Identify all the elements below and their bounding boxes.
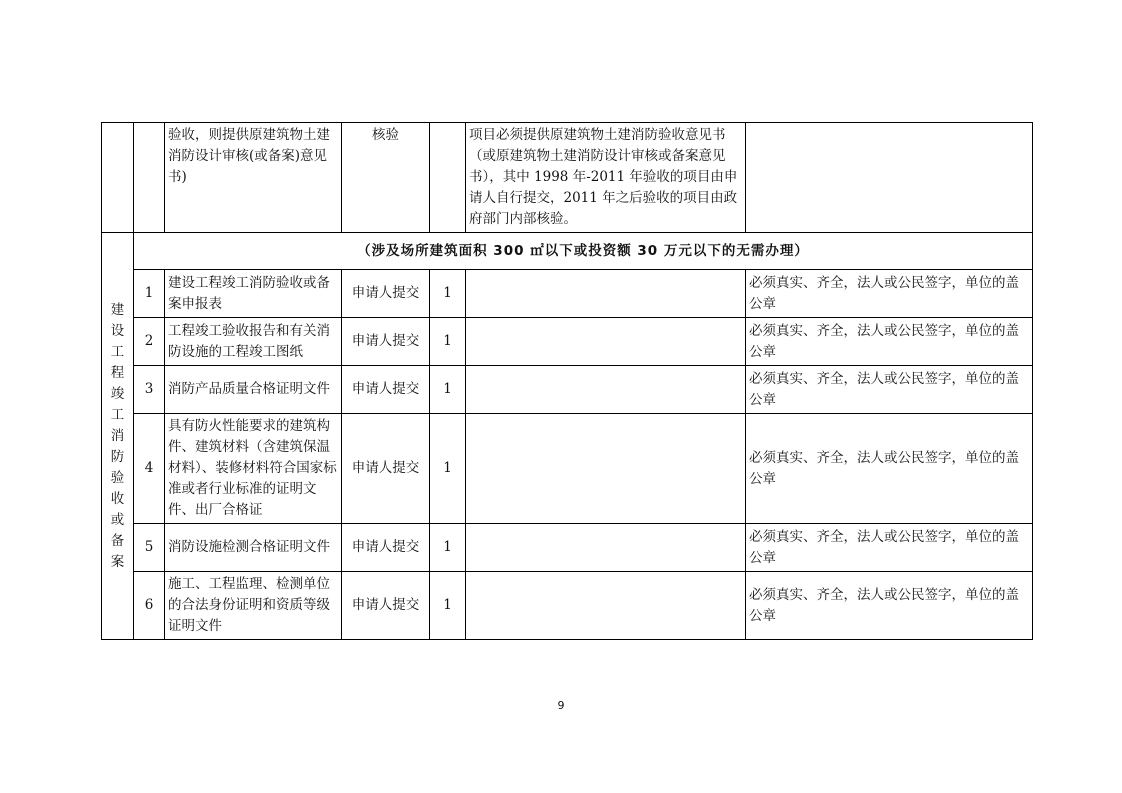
material-cell: 施工、工程监理、检测单位的合法身份证明和资质等级证明文件 <box>165 572 342 640</box>
source-cell: 申请人提交 <box>342 524 430 572</box>
notes-cell: 必须真实、齐全，法人或公民签字，单位的盖公章 <box>746 572 1033 640</box>
table-row <box>102 524 1033 572</box>
group-heading-row <box>102 233 1033 270</box>
material-cell: 消防产品质量合格证明文件 <box>165 366 342 414</box>
quantity-cell: 1 <box>430 414 466 524</box>
group-side-label: 建设工程竣工消防验收或备案 <box>102 233 134 640</box>
row-number: 2 <box>134 318 165 366</box>
row-number: 3 <box>134 366 165 414</box>
notes-cell <box>746 123 1033 233</box>
quantity-cell <box>430 123 466 233</box>
notes-cell: 必须真实、齐全，法人或公民签字，单位的盖公章 <box>746 318 1033 366</box>
requirement-cell <box>466 524 746 572</box>
notes-cell: 必须真实、齐全，法人或公民签字，单位的盖公章 <box>746 524 1033 572</box>
source-cell: 申请人提交 <box>342 270 430 318</box>
row-number: 6 <box>134 572 165 640</box>
source-cell: 申请人提交 <box>342 572 430 640</box>
requirements-table <box>101 122 1033 640</box>
requirement-cell <box>466 318 746 366</box>
row-number: 1 <box>134 270 165 318</box>
table-row-continued <box>102 123 1033 233</box>
source-cell: 申请人提交 <box>342 414 430 524</box>
row-number: 5 <box>134 524 165 572</box>
requirement-cell <box>466 270 746 318</box>
notes-cell: 必须真实、齐全，法人或公民签字，单位的盖公章 <box>746 270 1033 318</box>
num-cell-empty <box>134 123 165 233</box>
quantity-cell: 1 <box>430 524 466 572</box>
quantity-cell: 1 <box>430 572 466 640</box>
quantity-cell: 1 <box>430 318 466 366</box>
table-row <box>102 318 1033 366</box>
table-row <box>102 270 1033 318</box>
notes-cell: 必须真实、齐全，法人或公民签字，单位的盖公章 <box>746 414 1033 524</box>
notes-cell: 必须真实、齐全，法人或公民签字，单位的盖公章 <box>746 366 1033 414</box>
source-cell: 申请人提交 <box>342 366 430 414</box>
requirement-cell <box>466 366 746 414</box>
requirement-cell <box>466 414 746 524</box>
material-cell: 建设工程竣工消防验收或备案申报表 <box>165 270 342 318</box>
page-number: 9 <box>557 699 565 712</box>
row-number: 4 <box>134 414 165 524</box>
material-cell: 验收，则提供原建筑物土建消防设计审核(或备案)意见书) <box>165 123 342 233</box>
material-cell: 工程竣工验收报告和有关消防设施的工程竣工图纸 <box>165 318 342 366</box>
source-cell: 申请人提交 <box>342 318 430 366</box>
side-cell-empty <box>102 123 134 233</box>
quantity-cell: 1 <box>430 270 466 318</box>
table-row <box>102 572 1033 640</box>
group-heading: （涉及场所建筑面积 300 ㎡以下或投资额 30 万元以下的无需办理） <box>134 233 1033 270</box>
quantity-cell: 1 <box>430 366 466 414</box>
requirement-cell: 项目必须提供原建筑物土建消防验收意见书（或原建筑物土建消防设计审核或备案意见书），其中 1998 年-2011 年验收的项目由申请人自行提交，2011 年之后验收的项目由政府部门内部核验。 <box>466 123 746 233</box>
table-row <box>102 414 1033 524</box>
requirement-cell <box>466 572 746 640</box>
material-cell: 消防设施检测合格证明文件 <box>165 524 342 572</box>
material-cell: 具有防火性能要求的建筑构件、建筑材料（含建筑保温材料）、装修材料符合国家标准或者行业标准的证明文件、出厂合格证 <box>165 414 342 524</box>
table-row <box>102 366 1033 414</box>
source-cell: 核验 <box>342 123 430 233</box>
